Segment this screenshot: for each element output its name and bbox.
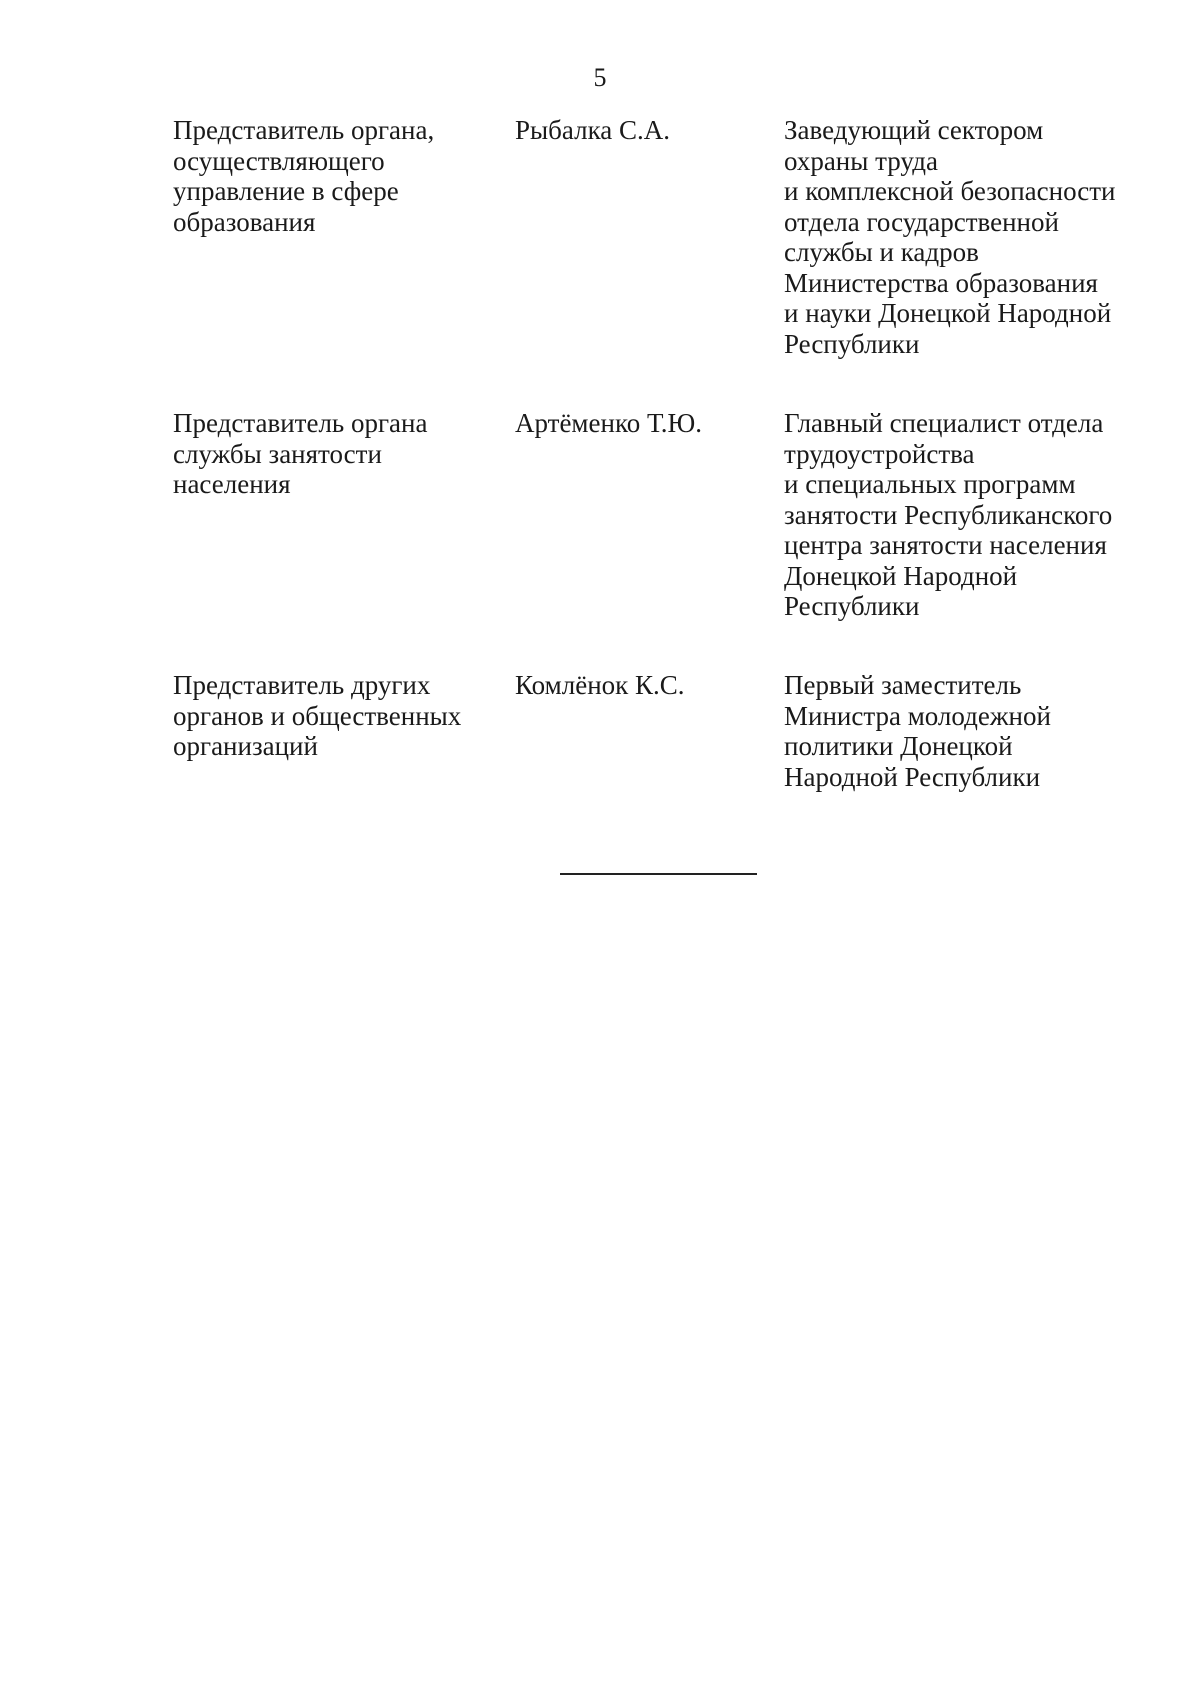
member-position: Главный специалист отдела трудоустройства и специальных программ занятости Республиканского центра занятости населения Донецкой Народной Республики xyxy=(784,408,1113,621)
member-role: Представитель органа, осуществляющего управление в сфере образования xyxy=(173,115,435,237)
page-number: 5 xyxy=(593,63,607,92)
member-name: Артёменко Т.Ю. xyxy=(515,408,702,438)
member-role: Представитель других органов и общественных организаций xyxy=(173,670,462,761)
member-position: Заведующий сектором охраны труда и комплексной безопасности отдела государственной службы и кадров Министерства образования и науки Донецкой Народной Республики xyxy=(784,115,1116,359)
member-role: Представитель органа службы занятости населения xyxy=(173,408,428,499)
member-position: Первый заместитель Министра молодежной политики Донецкой Народной Республики xyxy=(784,670,1051,792)
member-name: Комлёнок К.С. xyxy=(515,670,685,700)
member-name: Рыбалка С.А. xyxy=(515,115,671,145)
end-divider xyxy=(560,873,757,875)
